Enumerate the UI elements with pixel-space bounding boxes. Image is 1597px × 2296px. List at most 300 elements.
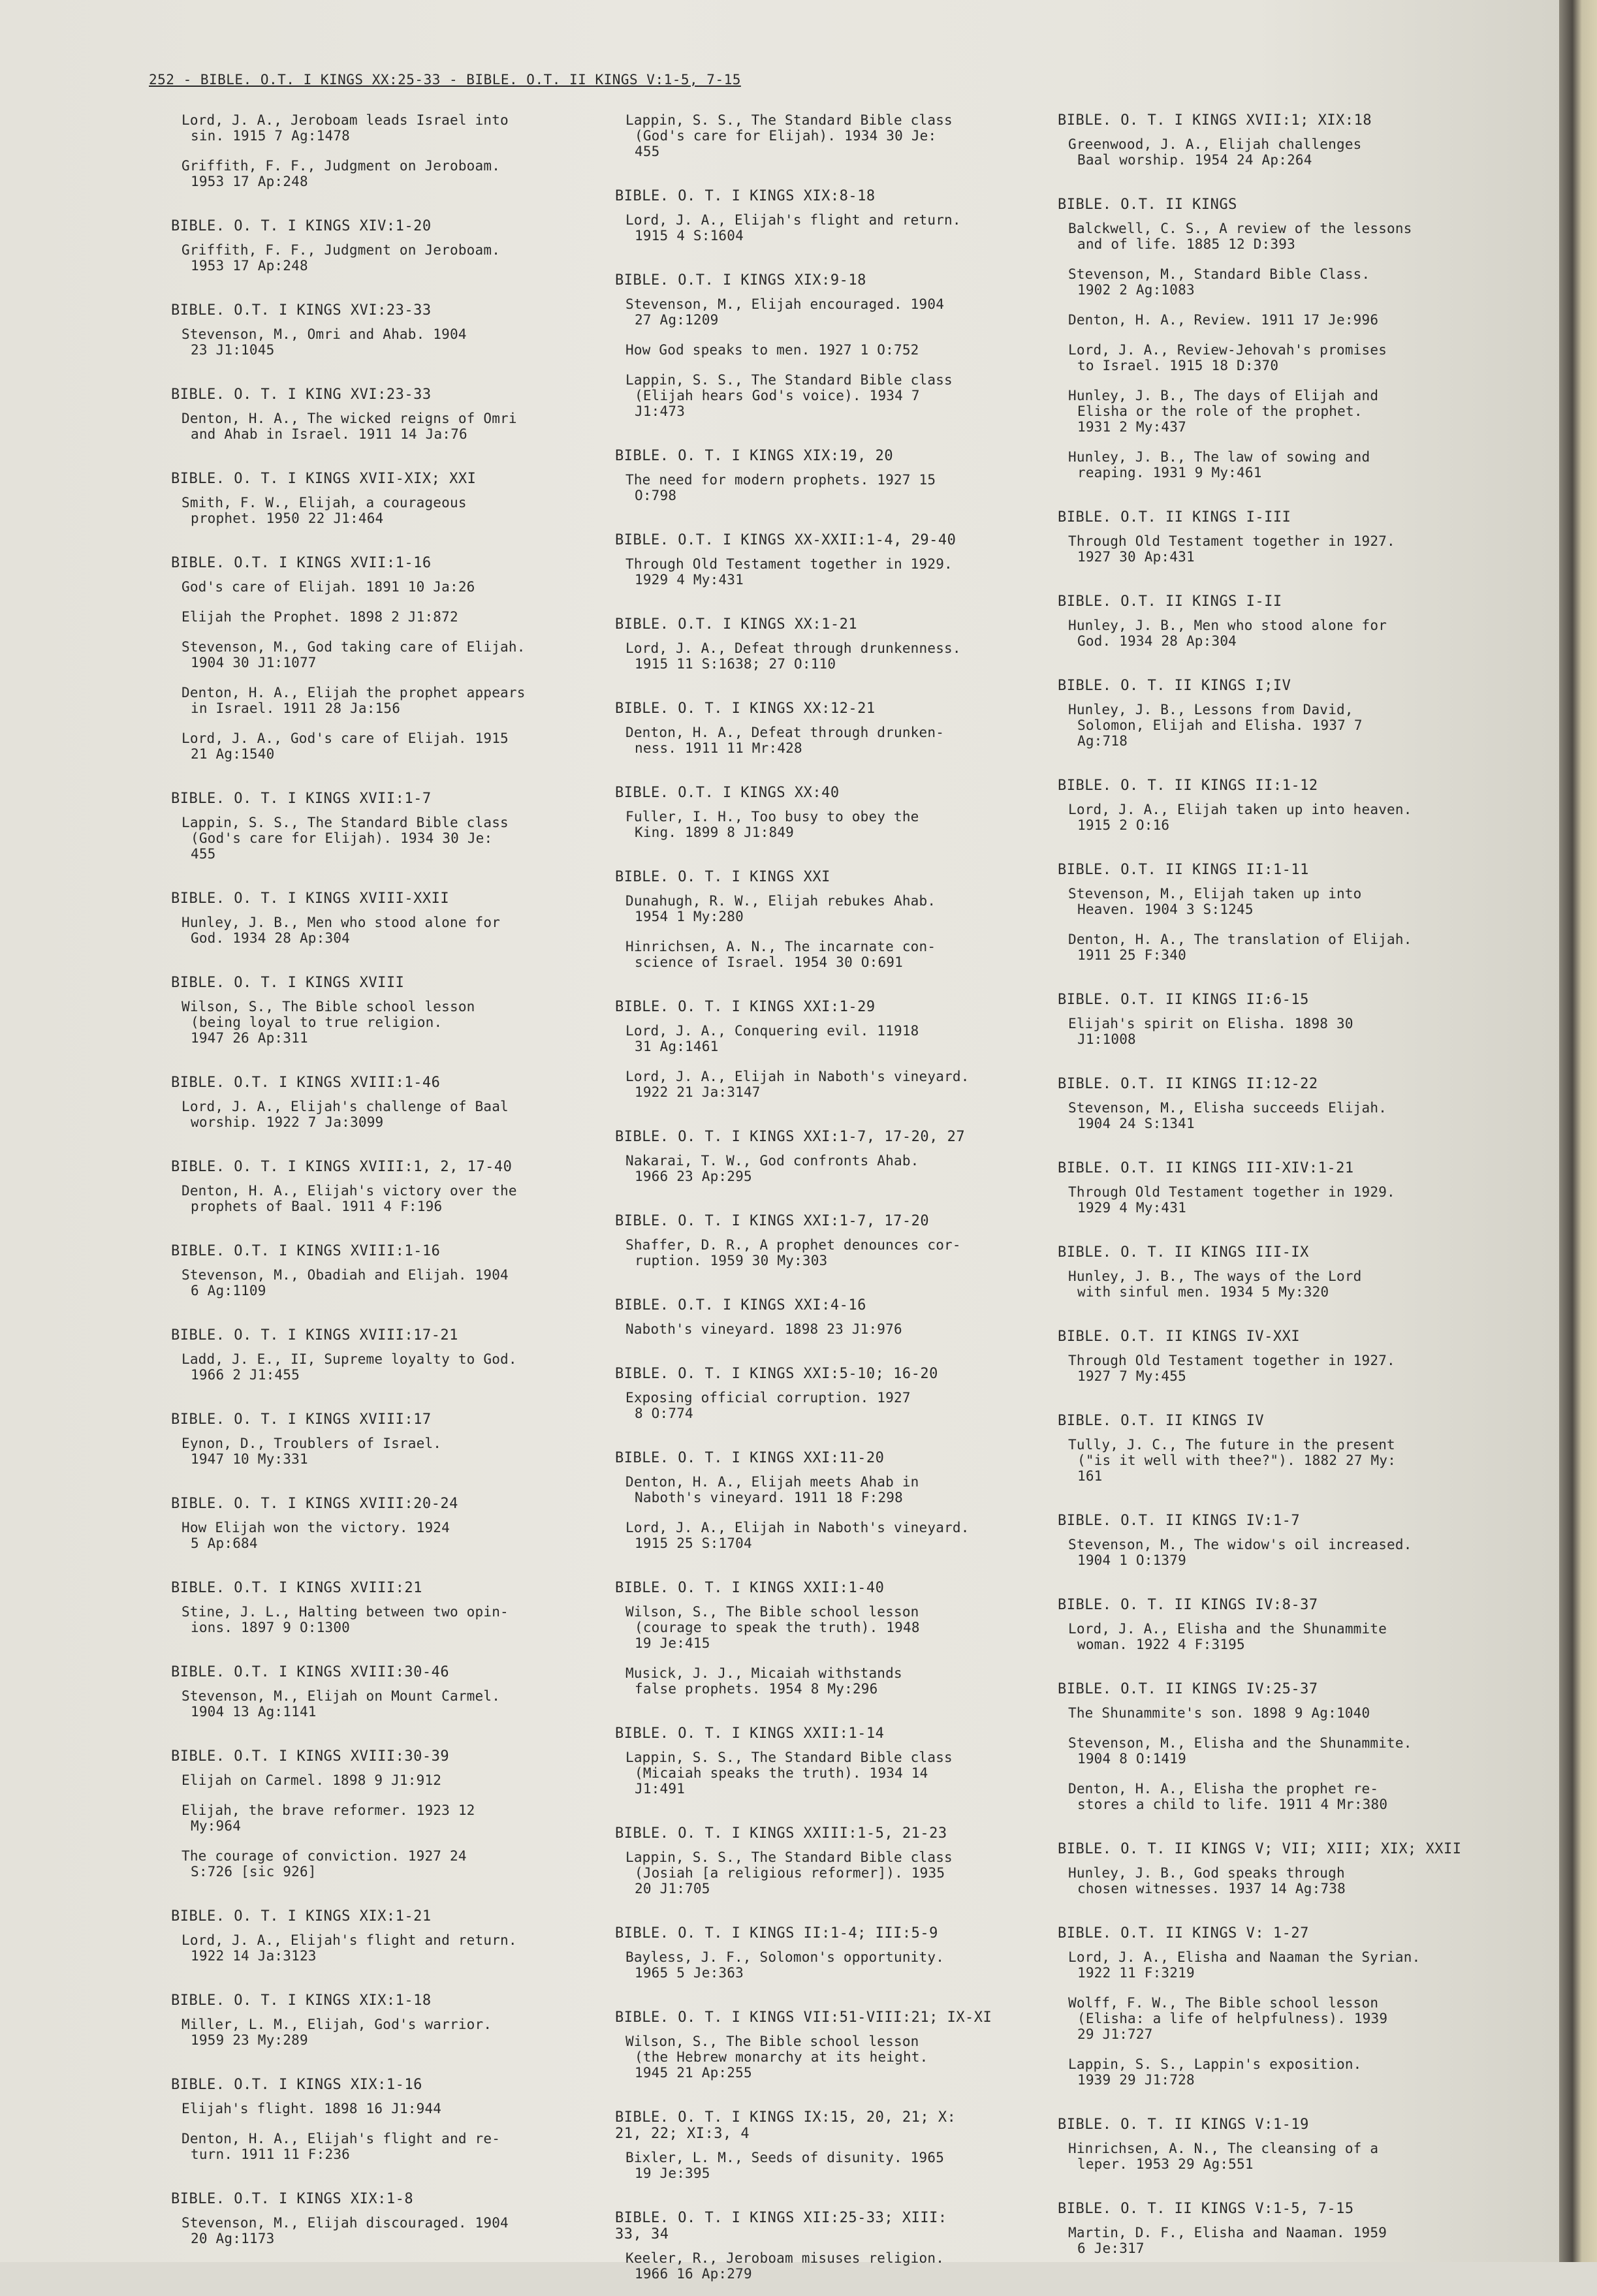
citation-entry <box>1068 342 1489 373</box>
entry-line: Hunley, J. B., Men who stood alone for <box>1068 618 1387 633</box>
index-section <box>171 1411 589 1467</box>
entry-line: in Israel. 1911 28 Ja:156 <box>191 700 401 716</box>
entry-line: Stevenson, M., Elijah discouraged. 1904 <box>182 2215 509 2231</box>
citation-entry <box>182 2101 589 2116</box>
entry-line: Musick, J. J., Micaiah withstands <box>625 1665 902 1681</box>
section-heading: BIBLE. O. T. I KINGS XIV:1-20 <box>171 218 432 234</box>
entry-line: Lord, J. A., Defeat through drunkenness. <box>625 640 961 656</box>
citation-entry <box>625 112 1033 159</box>
entry-line: 1965 5 Je:363 <box>635 1965 744 1981</box>
citation-entry <box>1068 388 1489 435</box>
entry-line: stores a child to life. 1911 4 Mr:380 <box>1077 1797 1388 1812</box>
running-head: 252 - BIBLE. O.T. I KINGS XX:25-33 - BIBLE. O.T. II KINGS V:1-5, 7-15 <box>149 72 741 87</box>
entry-line: 20 Ag:1173 <box>191 2231 275 2246</box>
citation-entry <box>625 2150 1033 2181</box>
entry-line: worship. 1922 7 Ja:3099 <box>191 1114 384 1130</box>
citation-entry <box>625 2250 1033 2282</box>
citation-entry <box>1068 802 1489 833</box>
citation-entry <box>1068 136 1489 168</box>
section-heading: BIBLE. O. T. II KINGS III-IX <box>1058 1244 1309 1261</box>
index-section <box>615 1213 1033 1268</box>
index-section <box>1058 1413 1489 1484</box>
citation-entry <box>625 1321 1033 1337</box>
entry-line: Eynon, D., Troublers of Israel. <box>182 1436 442 1451</box>
citation-entry <box>1068 2056 1489 2088</box>
section-heading: BIBLE. O. T. I KINGS XXI:5-10; 16-20 <box>615 1366 938 1382</box>
index-section <box>171 386 589 442</box>
citation-entry <box>182 915 589 946</box>
entry-line: Stevenson, M., Elisha succeeds Elijah. <box>1068 1100 1387 1116</box>
citation-entry <box>182 815 589 862</box>
entry-line: Hunley, J. B., The days of Elijah and <box>1068 388 1379 403</box>
entry-line: (the Hebrew monarchy at its height. <box>635 2049 928 2065</box>
entry-line: Lappin, S. S., The Standard Bible class <box>625 112 953 128</box>
entry-line: 1929 4 My:431 <box>1077 1200 1186 1216</box>
entry-line: Lord, J. A., God's care of Elijah. 1915 <box>182 731 509 746</box>
index-section <box>615 2109 1033 2181</box>
section-heading: BIBLE. O. T. I KINGS XIX:1-18 <box>171 1992 432 2009</box>
index-section <box>171 2077 589 2162</box>
entry-line: sin. 1915 7 Ag:1478 <box>191 128 351 144</box>
section-heading: BIBLE. O. T. II KINGS II:1-12 <box>1058 778 1318 794</box>
entry-line: Lord, J. A., Elijah in Naboth's vineyard. <box>625 1069 970 1084</box>
citation-entry <box>182 1520 589 1551</box>
entry-line: 1915 25 S:1704 <box>635 1535 752 1551</box>
section-heading: BIBLE. O. T. II KINGS I;IV <box>1058 678 1291 694</box>
entry-line: and Ahab in Israel. 1911 14 Ja:76 <box>191 426 467 442</box>
entry-line: The Shunammite's son. 1898 9 Ag:1040 <box>1068 1705 1370 1721</box>
entry-line: Stevenson, M., Omri and Ahab. 1904 <box>182 326 467 342</box>
entry-line: (courage to speak the truth). 1948 <box>635 1620 920 1635</box>
index-section <box>1058 678 1489 749</box>
index-section <box>1058 1597 1489 1652</box>
citation-entry <box>625 342 1033 358</box>
entry-line: Elijah on Carmel. 1898 9 J1:912 <box>182 1772 442 1788</box>
citation-entry <box>625 1949 1033 1981</box>
entry-line: S:726 [sic 926] <box>191 1864 317 1879</box>
entry-line: 1911 25 F:340 <box>1077 947 1186 963</box>
entry-line: Keeler, R., Jeroboam misuses religion. <box>625 2250 945 2266</box>
entry-line: Denton, H. A., Review. 1911 17 Je:996 <box>1068 312 1379 328</box>
entry-line: Naboth's vineyard. 1898 23 J1:976 <box>625 1321 902 1337</box>
entry-line: Shaffer, D. R., A prophet denounces cor- <box>625 1237 961 1253</box>
section-heading: BIBLE. O.T. I KINGS XVIII:1-46 <box>171 1075 441 1091</box>
entry-line: 161 <box>1077 1468 1103 1484</box>
index-section <box>615 1725 1033 1797</box>
entry-line: Lord, J. A., Elijah's flight and return. <box>182 1932 517 1948</box>
section-heading: BIBLE. O. T. II KINGS V:1-19 <box>1058 2116 1309 2133</box>
citation-entry <box>1068 1781 1489 1812</box>
section-heading: BIBLE. O. T. I KINGS XXI:1-7, 17-20 <box>615 1213 930 1229</box>
entry-line: Denton, H. A., Elisha the prophet re- <box>1068 1781 1379 1797</box>
index-section <box>615 1297 1033 1337</box>
entry-line: leper. 1953 29 Ag:551 <box>1077 2156 1254 2172</box>
index-section <box>171 112 589 189</box>
index-section <box>1058 1329 1489 1384</box>
entry-line: 1922 14 Ja:3123 <box>191 1948 317 1964</box>
entry-line: 1904 8 O:1419 <box>1077 1751 1186 1767</box>
citation-entry <box>182 1436 589 1467</box>
index-section <box>171 218 589 274</box>
entry-line: 1915 11 S:1638; 27 O:110 <box>635 656 836 672</box>
entry-line: 23 J1:1045 <box>191 342 275 358</box>
entry-line: Tully, J. C., The future in the present <box>1068 1437 1395 1453</box>
entry-line: ions. 1897 9 O:1300 <box>191 1620 351 1635</box>
section-heading: BIBLE. O. T. I KINGS XIX:1-21 <box>171 1908 432 1925</box>
index-section <box>615 112 1033 159</box>
index-section <box>171 1664 589 1720</box>
section-heading: BIBLE. O. T. I KINGS XII:25-33; XIII: 33, 34 <box>615 2210 947 2242</box>
section-heading: BIBLE. O.T. II KINGS I-III <box>1058 509 1291 526</box>
entry-line: 1904 30 J1:1077 <box>191 655 317 670</box>
entry-line: Stevenson, M., Elisha and the Shunammite. <box>1068 1735 1412 1751</box>
entry-line: 1966 16 Ap:279 <box>635 2266 752 2282</box>
index-section <box>615 1825 1033 1896</box>
citation-entry <box>182 2215 589 2246</box>
index-section <box>171 791 589 862</box>
index-section <box>615 869 1033 970</box>
citation-entry <box>1068 2141 1489 2172</box>
index-section <box>615 1450 1033 1551</box>
entry-line: Bixler, L. M., Seeds of disunity. 1965 <box>625 2150 945 2165</box>
entry-line: Bayless, J. F., Solomon's opportunity. <box>625 1949 945 1965</box>
index-section <box>615 616 1033 672</box>
entry-line: Lord, J. A., Elisha and the Shunammite <box>1068 1621 1387 1637</box>
citation-entry <box>625 1849 1033 1896</box>
citation-entry <box>625 1665 1033 1697</box>
entry-line: Hunley, J. B., God speaks through <box>1068 1865 1345 1881</box>
section-heading: BIBLE. O. T. I KINGS XIX:8-18 <box>615 188 876 204</box>
entry-line: 1947 10 My:331 <box>191 1451 308 1467</box>
entry-line: Denton, H. A., The wicked reigns of Omri <box>182 411 517 426</box>
entry-line: Griffith, F. F., Judgment on Jeroboam. <box>182 242 501 258</box>
entry-line: science of Israel. 1954 30 O:691 <box>635 954 903 970</box>
section-heading: BIBLE. O. T. I KINGS XVIII:17 <box>171 1411 432 1428</box>
entry-line: O:798 <box>635 488 677 503</box>
entry-line: Martin, D. F., Elisha and Naaman. 1959 <box>1068 2225 1387 2241</box>
index-section <box>171 1243 589 1298</box>
entry-line: Lord, J. A., Elijah's challenge of Baal <box>182 1099 509 1114</box>
citation-entry <box>625 939 1033 970</box>
section-heading: BIBLE. O.T. II KINGS IV <box>1058 1413 1265 1429</box>
entry-line: 455 <box>635 144 660 159</box>
section-heading: BIBLE. O. T. I KINGS XXII:1-40 <box>615 1580 885 1596</box>
citation-entry <box>182 639 589 670</box>
index-section <box>1058 112 1489 168</box>
entry-line: Greenwood, J. A., Elijah challenges <box>1068 136 1362 152</box>
index-section <box>615 2210 1033 2282</box>
citation-entry <box>625 1069 1033 1100</box>
citation-entry <box>625 296 1033 328</box>
entry-line: 29 J1:727 <box>1077 2026 1153 2042</box>
entry-line: to Israel. 1915 18 D:370 <box>1077 358 1279 373</box>
page-header <box>149 72 867 87</box>
citation-entry <box>625 640 1033 672</box>
entry-line: Smith, F. W., Elijah, a courageous <box>182 495 467 511</box>
section-heading: BIBLE. O.T. II KINGS II:6-15 <box>1058 992 1309 1008</box>
entry-line: Lord, J. A., Elisha and Naaman the Syrian. <box>1068 1949 1421 1965</box>
entry-line: Stevenson, M., Elijah encouraged. 1904 <box>625 296 945 312</box>
entry-line: 1927 7 My:455 <box>1077 1368 1186 1384</box>
section-heading: BIBLE. O.T. I KINGS XIX:9-18 <box>615 272 866 289</box>
index-section <box>615 1366 1033 1421</box>
entry-line: Miller, L. M., Elijah, God's warrior. <box>182 2017 492 2032</box>
citation-entry <box>182 1351 589 1383</box>
entry-line: Baal worship. 1954 24 Ap:264 <box>1077 152 1312 168</box>
index-section <box>1058 2201 1489 2256</box>
citation-entry <box>182 1932 589 1964</box>
section-heading: BIBLE. O. T. I KINGS XVIII <box>171 975 405 991</box>
index-section <box>1058 992 1489 1047</box>
section-heading: BIBLE. O.T. I KINGS XX-XXII:1-4, 29-40 <box>615 532 957 548</box>
section-heading: BIBLE. O. T. I KINGS XVIII:20-24 <box>171 1496 458 1512</box>
index-section <box>615 700 1033 756</box>
section-heading: BIBLE. O.T. I KINGS XVIII:30-46 <box>171 1664 450 1680</box>
index-section <box>171 1159 589 1214</box>
entry-line: ("is it well with thee?"). 1882 27 My: <box>1077 1453 1397 1468</box>
index-section <box>171 1496 589 1551</box>
section-heading: BIBLE. O. T. II KINGS V; VII; XIII; XIX; XXII <box>1058 1841 1462 1857</box>
index-section <box>1058 509 1489 565</box>
entry-line: Elijah's spirit on Elisha. 1898 30 <box>1068 1016 1353 1031</box>
entry-line: How God speaks to men. 1927 1 O:752 <box>625 342 919 358</box>
entry-line: Heaven. 1904 3 S:1245 <box>1077 902 1254 917</box>
entry-line: J1:491 <box>635 1781 686 1797</box>
entry-line: Stevenson, M., Standard Bible Class. <box>1068 266 1370 282</box>
entry-line: Through Old Testament together in 1927. <box>1068 1353 1395 1368</box>
citation-entry <box>1068 1184 1489 1216</box>
citation-entry <box>182 495 589 526</box>
entry-line: 1953 17 Ap:248 <box>191 174 308 189</box>
entry-line: 19 Je:395 <box>635 2165 710 2181</box>
citation-entry <box>625 2034 1033 2081</box>
entry-line: Lord, J. A., Elijah taken up into heaven. <box>1068 802 1412 817</box>
citation-entry <box>1068 2225 1489 2256</box>
entry-line: Stevenson, M., Obadiah and Elijah. 1904 <box>182 1267 509 1283</box>
section-heading: BIBLE. O. T. I KINGS VII:51-VIII:21; IX-XI <box>615 2009 992 2026</box>
entry-line: King. 1899 8 J1:849 <box>635 825 795 840</box>
citation-entry <box>1068 1865 1489 1896</box>
entry-line: God's care of Elijah. 1891 10 Ja:26 <box>182 579 475 595</box>
entry-line: ruption. 1959 30 My:303 <box>635 1253 828 1268</box>
entry-line: Hunley, J. B., The law of sowing and <box>1068 449 1370 465</box>
entry-line: 1939 29 J1:728 <box>1077 2072 1195 2088</box>
entry-line: Denton, H. A., Defeat through drunken- <box>625 725 945 740</box>
entry-line: 8 O:774 <box>635 1406 693 1421</box>
entry-line: Elijah's flight. 1898 16 J1:944 <box>182 2101 442 2116</box>
index-section <box>1058 1925 1489 2088</box>
citation-entry <box>182 1688 589 1720</box>
citation-entry <box>1068 266 1489 298</box>
entry-line: Stevenson, M., The widow's oil increased. <box>1068 1537 1412 1552</box>
index-section <box>1058 1681 1489 1812</box>
citation-entry <box>182 326 589 358</box>
index-section <box>1058 197 1489 480</box>
entry-line: My:964 <box>191 1818 242 1834</box>
entry-line: woman. 1922 4 F:3195 <box>1077 1637 1245 1652</box>
index-column-3 <box>1058 112 1489 2271</box>
entry-line: Hinrichsen, A. N., The incarnate con- <box>625 939 936 954</box>
index-section <box>1058 2116 1489 2172</box>
citation-entry <box>1068 312 1489 328</box>
entry-line: Through Old Testament together in 1927. <box>1068 533 1395 549</box>
entry-line: Lord, J. A., Jeroboam leads Israel into <box>182 112 509 128</box>
entry-line: Griffith, F. F., Judgment on Jeroboam. <box>182 158 501 174</box>
section-heading: BIBLE. O.T. I KINGS XVI:23-33 <box>171 302 432 319</box>
citation-entry <box>182 1604 589 1635</box>
citation-entry <box>182 1267 589 1298</box>
entry-line: 455 <box>191 846 216 862</box>
index-section <box>615 1580 1033 1697</box>
entry-line: Fuller, I. H., Too busy to obey the <box>625 809 919 825</box>
index-section <box>171 975 589 1046</box>
section-heading: BIBLE. O.T. II KINGS IV:1-7 <box>1058 1513 1301 1529</box>
citation-entry <box>182 1802 589 1834</box>
entry-line: The need for modern prophets. 1927 15 <box>625 472 936 488</box>
entry-line: 5 Ap:684 <box>191 1535 258 1551</box>
entry-line: (being loyal to true religion. <box>191 1014 443 1030</box>
entry-line: Nakarai, T. W., God confronts Ahab. <box>625 1153 919 1169</box>
citation-entry <box>1068 1437 1489 1484</box>
index-section <box>615 448 1033 503</box>
index-section <box>171 1075 589 1130</box>
section-heading: BIBLE. O.T. II KINGS V: 1-27 <box>1058 1925 1309 1942</box>
citation-entry <box>182 1099 589 1130</box>
citation-entry <box>182 731 589 762</box>
section-heading: BIBLE. O. T. I KINGS II:1-4; III:5-9 <box>615 1925 938 1942</box>
citation-entry <box>625 1750 1033 1797</box>
citation-entry <box>182 158 589 189</box>
entry-line: Stevenson, M., Elijah on Mount Carmel. <box>182 1688 501 1704</box>
index-section <box>1058 593 1489 649</box>
entry-line: Denton, H. A., Elijah's flight and re- <box>182 2131 501 2147</box>
citation-entry <box>625 1237 1033 1268</box>
citation-entry <box>625 809 1033 840</box>
index-section <box>171 1327 589 1383</box>
entry-line: Lappin, S. S., The Standard Bible class <box>625 1750 953 1765</box>
entry-line: 1931 2 My:437 <box>1077 419 1186 435</box>
entry-line: (Josiah [a religious reformer]). 1935 <box>635 1865 945 1881</box>
index-section <box>171 471 589 526</box>
section-heading: BIBLE. O.T. II KINGS <box>1058 197 1237 213</box>
entry-line: 1966 23 Ap:295 <box>635 1169 752 1184</box>
citation-entry <box>1068 1016 1489 1047</box>
citation-entry <box>182 1183 589 1214</box>
citation-entry <box>1068 1705 1489 1721</box>
entry-line: 1922 21 Ja:3147 <box>635 1084 761 1100</box>
index-section <box>615 1129 1033 1184</box>
section-heading: BIBLE. O.T. II KINGS II:12-22 <box>1058 1076 1318 1092</box>
entry-line: Ladd, J. E., II, Supreme loyalty to God. <box>182 1351 517 1367</box>
index-section <box>1058 1076 1489 1131</box>
entry-line: 1927 30 Ap:431 <box>1077 549 1195 565</box>
citation-entry <box>1068 702 1489 749</box>
section-heading: BIBLE. O. T. I KINGS XXI:1-29 <box>615 999 876 1015</box>
section-heading: BIBLE. O.T. II KINGS III-XIV:1-21 <box>1058 1160 1354 1176</box>
citation-entry <box>625 1604 1033 1651</box>
citation-entry <box>182 579 589 595</box>
section-heading: BIBLE. O. T. II KINGS V:1-5, 7-15 <box>1058 2201 1354 2217</box>
section-heading: BIBLE. O.T. I KINGS XX:1-21 <box>615 616 858 633</box>
citation-entry <box>625 556 1033 588</box>
section-heading: BIBLE. O. T. I KINGS XVII-XIX; XXI <box>171 471 477 487</box>
citation-entry <box>1068 1621 1489 1652</box>
entry-line: 6 Je:317 <box>1077 2241 1145 2256</box>
index-section <box>615 532 1033 588</box>
citation-entry <box>625 1153 1033 1184</box>
citation-entry <box>625 1023 1033 1054</box>
entry-line: Lappin, S. S., Lappin's exposition. <box>1068 2056 1362 2072</box>
index-section <box>171 302 589 358</box>
entry-line: 1959 23 My:289 <box>191 2032 308 2048</box>
entry-line: (Micaiah speaks the truth). 1934 14 <box>635 1765 928 1781</box>
entry-line: Lappin, S. S., The Standard Bible class <box>625 1849 953 1865</box>
entry-line: (God's care for Elijah). 1934 30 Je: <box>191 830 493 846</box>
entry-line: (Elisha: a life of helpfulness). 1939 <box>1077 2011 1388 2026</box>
index-section <box>615 1925 1033 1981</box>
entry-line: J1:473 <box>635 403 686 419</box>
index-section <box>615 785 1033 840</box>
section-heading: BIBLE. O.T. I KINGS XIX:1-16 <box>171 2077 422 2093</box>
entry-line: 1904 24 S:1341 <box>1077 1116 1195 1131</box>
entry-line: J1:1008 <box>1077 1031 1136 1047</box>
section-heading: BIBLE. O.T. I KINGS XIX:1-8 <box>171 2191 414 2207</box>
index-section <box>171 2191 589 2246</box>
entry-line: 1947 26 Ap:311 <box>191 1030 308 1046</box>
citation-entry <box>1068 449 1489 480</box>
index-section <box>171 1748 589 1879</box>
entry-line: 1922 11 F:3219 <box>1077 1965 1195 1981</box>
index-column-1 <box>171 112 589 2261</box>
book-binding-edge <box>1559 0 1597 2262</box>
entry-line: 1902 2 Ag:1083 <box>1077 282 1195 298</box>
entry-line: and of life. 1885 12 D:393 <box>1077 236 1295 252</box>
entry-line: Hinrichsen, A. N., The cleansing of a <box>1068 2141 1379 2156</box>
section-heading: BIBLE. O. T. I KINGS XXII:1-14 <box>615 1725 885 1742</box>
entry-line: Dunahugh, R. W., Elijah rebukes Ahab. <box>625 893 936 909</box>
citation-entry <box>182 685 589 716</box>
entry-line: turn. 1911 11 F:236 <box>191 2147 351 2162</box>
entry-line: Stine, J. L., Halting between two opin- <box>182 1604 509 1620</box>
index-section <box>171 555 589 762</box>
entry-line: 1915 4 S:1604 <box>635 228 744 244</box>
entry-line: (Elijah hears God's voice). 1934 7 <box>635 388 920 403</box>
index-section <box>1058 862 1489 963</box>
entry-line: Through Old Testament together in 1929. <box>625 556 953 572</box>
section-heading: BIBLE. O.T. II KINGS IV-XXI <box>1058 1329 1301 1345</box>
citation-entry <box>182 1848 589 1879</box>
index-column-2 <box>615 112 1033 2296</box>
entry-line: false prophets. 1954 8 My:296 <box>635 1681 878 1697</box>
entry-line: Lord, J. A., Conquering evil. 11918 <box>625 1023 919 1039</box>
section-heading: BIBLE. O.T. I KINGS XVIII:1-16 <box>171 1243 441 1259</box>
citation-entry <box>1068 533 1489 565</box>
entry-line: 31 Ag:1461 <box>635 1039 719 1054</box>
entry-line: 1966 2 J1:455 <box>191 1367 300 1383</box>
entry-line: 20 J1:705 <box>635 1881 710 1896</box>
index-section <box>1058 1841 1489 1896</box>
citation-entry <box>625 725 1033 756</box>
section-heading: BIBLE. O.T. I KINGS XVIII:21 <box>171 1580 422 1596</box>
index-section <box>615 272 1033 419</box>
citation-entry <box>625 1520 1033 1551</box>
citation-entry <box>625 212 1033 244</box>
entry-line: 27 Ag:1209 <box>635 312 719 328</box>
entry-line: Elijah, the brave reformer. 1923 12 <box>182 1802 475 1818</box>
entry-line: ness. 1911 11 Mr:428 <box>635 740 802 756</box>
entry-line: 21 Ag:1540 <box>191 746 275 762</box>
citation-entry <box>1068 1995 1489 2042</box>
